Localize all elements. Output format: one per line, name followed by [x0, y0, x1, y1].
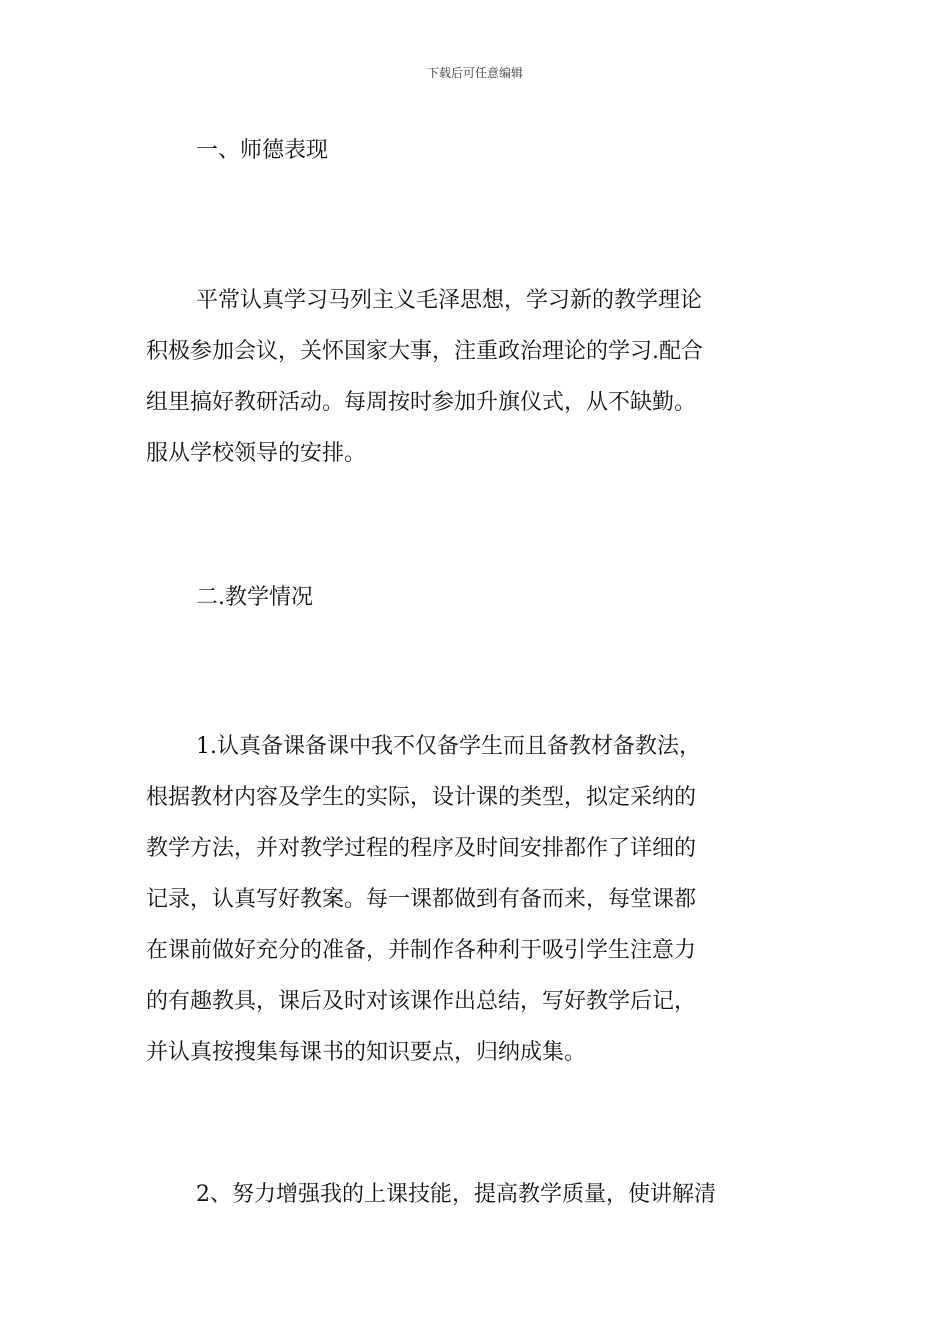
paragraph-ethics: [146, 275, 816, 479]
header-note: 下载后可任意编辑: [426, 66, 523, 80]
paragraph-line: 组里搞好教研活动。每周按时参加升旗仪式，从不缺勤。: [146, 390, 697, 415]
paragraph-line: 根据教材内容及学生的实际，设计课的类型，拟定采纳的: [146, 785, 697, 810]
section-heading-teaching: 二.教学情况: [196, 585, 313, 610]
section-heading-ethics: 一、师德表现: [196, 138, 329, 163]
paragraph-line: 1.认真备课备课中我不仅备学生而且备教材备教法，: [196, 734, 701, 759]
paragraph-line: 2、努力增强我的上课技能，提高教学质量，使讲解清: [196, 1182, 716, 1207]
paragraph-teaching-skills: [146, 1169, 816, 1220]
paragraph-line: 的有趣教具，课后及时对该课作出总结，写好教学后记，: [146, 989, 697, 1014]
paragraph-line: 服从学校领导的安排。: [146, 441, 367, 466]
paragraph-line: 在课前做好充分的准备，并制作各种利于吸引学生注意力: [146, 938, 697, 963]
paragraph-line: 记录，认真写好教案。每一课都做到有备而来，每堂课都: [146, 887, 697, 912]
paragraph-line: 教学方法，并对教学过程的程序及时间安排都作了详细的: [146, 836, 697, 861]
paragraph-line: 平常认真学习马列主义毛泽思想，学习新的教学理论: [196, 288, 703, 313]
paragraph-line: 积极参加会议，关怀国家大事，注重政治理论的学习.配合: [146, 339, 703, 364]
paragraph-lesson-prep: [146, 721, 816, 1078]
paragraph-line: 并认真按搜集每课书的知识要点，归纳成集。: [146, 1040, 587, 1065]
